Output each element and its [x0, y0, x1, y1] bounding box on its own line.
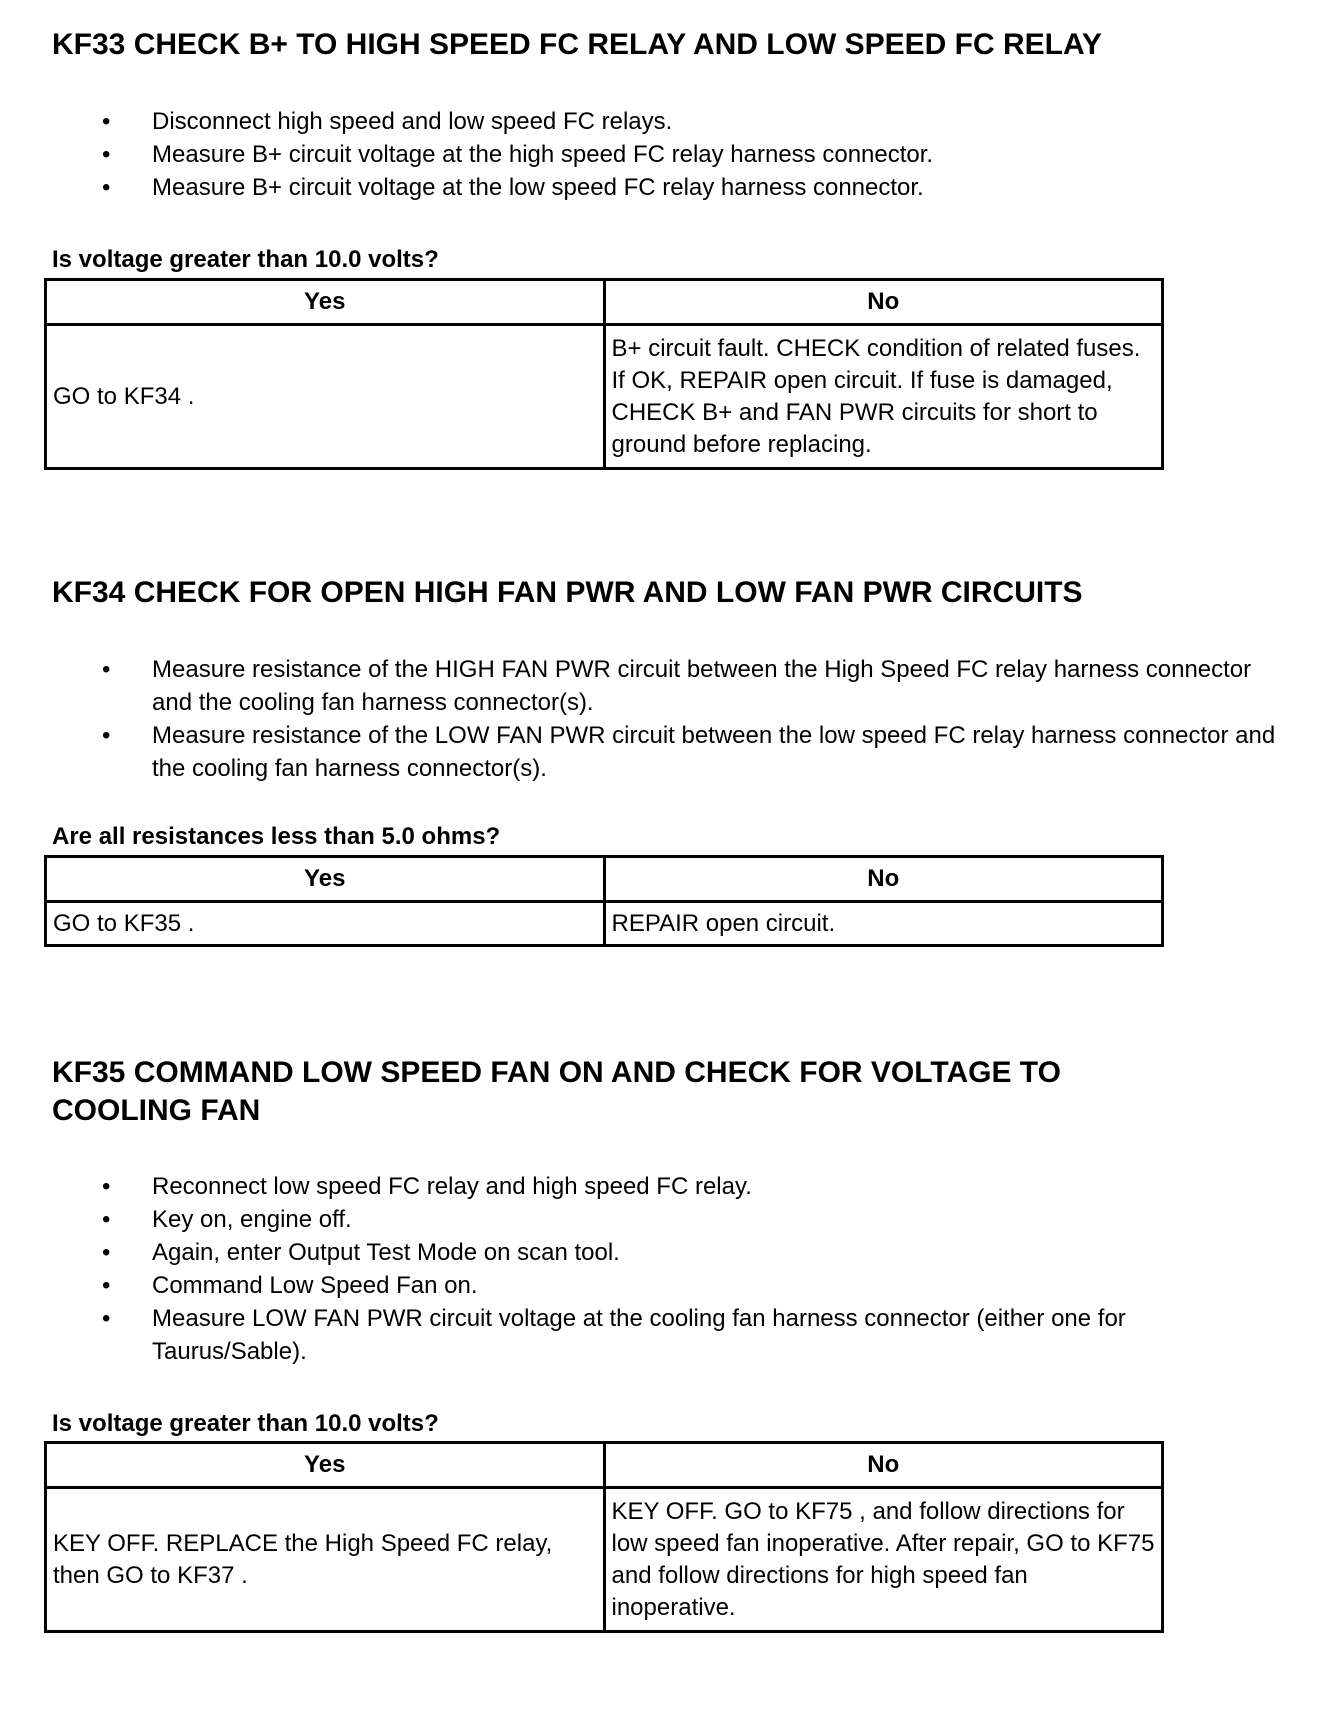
question-kf35: Is voltage greater than 10.0 volts? [52, 1410, 439, 1437]
step-item: • Measure resistance of the LOW FAN PWR circuit between the low speed FC relay harness connector and the cooling fan harness connector(s). [52, 719, 1282, 785]
yes-header: Yes [46, 280, 605, 325]
step-item: • Measure B+ circuit voltage at the low speed FC relay harness connector. [52, 171, 1282, 204]
steps-list-kf35 [52, 1170, 1282, 1368]
yes-action: GO to KF34 . [46, 325, 605, 469]
no-action: REPAIR open circuit. [604, 902, 1163, 946]
no-header: No [604, 857, 1163, 902]
yes-header: Yes [46, 1443, 605, 1488]
section-title-kf35: KF35 COMMAND LOW SPEED FAN ON AND CHECK FOR VOLTAGE TO COOLING FAN [52, 1056, 1061, 1127]
no-action: KEY OFF. GO to KF75 , and follow directions for low speed fan inoperative. After repair, GO to KF75 and follow directions for high speed fan inoperative. [604, 1488, 1163, 1632]
section-title-kf34: KF34 CHECK FOR OPEN HIGH FAN PWR AND LOW FAN PWR CIRCUITS [52, 576, 1083, 609]
no-header: No [604, 1443, 1163, 1488]
yes-action: KEY OFF. REPLACE the High Speed FC relay, then GO to KF37 . [46, 1488, 605, 1632]
steps-list-kf34 [52, 653, 1282, 785]
section-title-kf33: KF33 CHECK B+ TO HIGH SPEED FC RELAY AND LOW SPEED FC RELAY [52, 28, 1102, 61]
step-item: • Key on, engine off. [52, 1203, 1282, 1236]
yes-header: Yes [46, 857, 605, 902]
step-item: • Measure resistance of the HIGH FAN PWR circuit between the High Speed FC relay harness connector and the cooling fan harness connector(s). [52, 653, 1282, 719]
no-header: No [604, 280, 1163, 325]
step-item: • Again, enter Output Test Mode on scan tool. [52, 1236, 1282, 1269]
decision-table-kf33 [44, 278, 1164, 470]
decision-table-kf35 [44, 1441, 1164, 1633]
no-action: B+ circuit fault. CHECK condition of related fuses. If OK, REPAIR open circuit. If fuse is damaged, CHECK B+ and FAN PWR circuits for short to ground before replacing. [604, 325, 1163, 469]
decision-table-kf34 [44, 855, 1164, 947]
step-item: • Measure B+ circuit voltage at the high speed FC relay harness connector. [52, 138, 1282, 171]
question-kf33: Is voltage greater than 10.0 volts? [52, 246, 439, 273]
step-item: • Reconnect low speed FC relay and high speed FC relay. [52, 1170, 1282, 1203]
step-item: • Command Low Speed Fan on. [52, 1269, 1282, 1302]
step-item: • Measure LOW FAN PWR circuit voltage at the cooling fan harness connector (either one for Taurus/Sable). [52, 1302, 1282, 1368]
question-kf34: Are all resistances less than 5.0 ohms? [52, 823, 501, 850]
yes-action: GO to KF35 . [46, 902, 605, 946]
step-item: • Disconnect high speed and low speed FC relays. [52, 105, 1282, 138]
steps-list-kf33 [52, 105, 1282, 204]
